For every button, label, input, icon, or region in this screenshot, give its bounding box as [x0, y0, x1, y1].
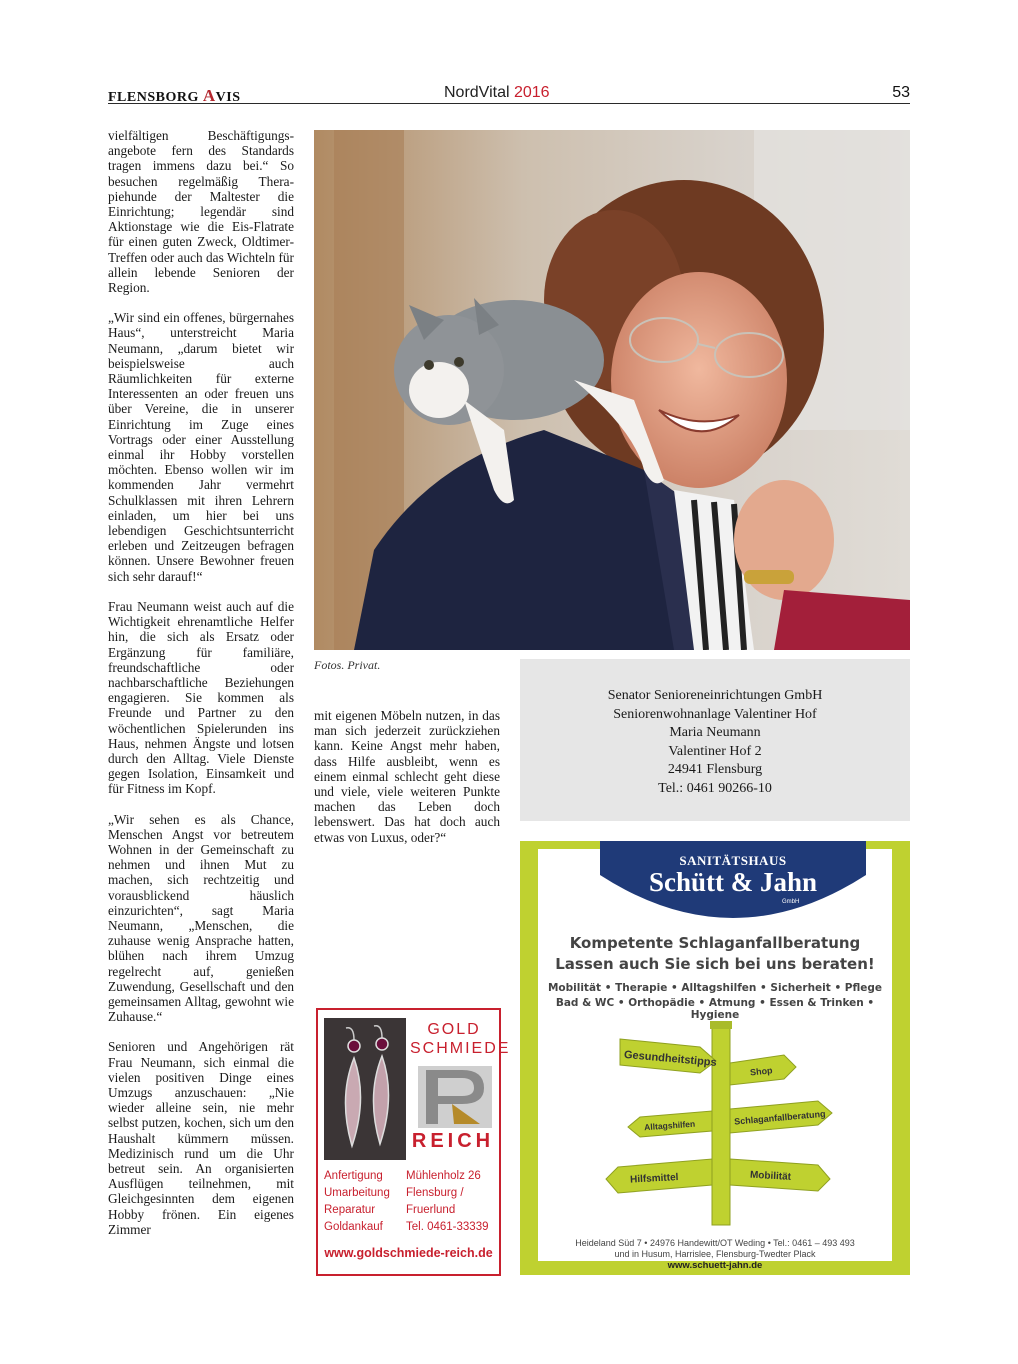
- goldschmiede-advertisement[interactable]: [316, 1008, 511, 1276]
- paragraph: Senioren und Angehörigen rät Frau Neumann, sich einmal die vielen positiven Dinge eines Umzugs anzuschauen: „Nie wieder alleine sein, nie mehr selbst putzen, kochen, sich um den Haushalt kümmern müssen. Medizinisch rund um die Uhr betreut sein. An organisierten Ausflügen teilnehmen, mit Gleichgesinnten dem eigenen Hobby frönen. Ein eigenes Zimmer: [108, 1039, 294, 1237]
- contact-facility: Seniorenwohnanlage Valentiner Hof: [613, 706, 817, 722]
- sanitaetshaus-advertisement[interactable]: [520, 841, 910, 1275]
- sign-alltagshilfen: Alltagshilfen: [643, 1118, 696, 1133]
- page-number: 53: [892, 84, 910, 101]
- photo-woman-with-cat: [314, 130, 910, 650]
- contact-company: Senator Senioreneinrichtungen GmbH: [607, 688, 823, 703]
- sign-schlaganfallberatung: Schlaganfallberatung: [733, 1108, 826, 1127]
- page-header: [108, 84, 910, 104]
- signpost-illustration: [600, 1017, 840, 1227]
- sign-mobilitaet: Mobilität: [749, 1169, 792, 1183]
- photo-caption: Fotos. Privat.: [314, 658, 381, 672]
- ad-address: Heideland Süd 7 • 24976 Handewitt/OT Weding • Tel.: 0461 – 493 493: [575, 1238, 855, 1248]
- paragraph: vielfältigen Beschäftigungsangebote fern des Standards tragen immens dazu bei.“ So besuchen regelmäßig Therapiehunde der Maltester die Einrichtung; legendär sind Aktionstage wie die Eis-Flatrate für einen guten Zweck, Oldtimer-Treffen oder auch das Wichteln für allein lebende Senioren der Region.: [108, 128, 294, 296]
- contact-box: [520, 659, 910, 821]
- article-column-1: [108, 128, 294, 1252]
- banner-small-text: SANITÄTSHAUS: [679, 853, 787, 868]
- sign-gesundheitstipps: Gesundheitstipps: [623, 1048, 718, 1069]
- ad-inner-panel: [538, 849, 892, 1271]
- contact-phone: Tel.: 0461 90266-10: [658, 780, 772, 796]
- sign-shop: Shop: [749, 1065, 773, 1078]
- article-photo: [314, 130, 910, 650]
- earrings-photo: [324, 1018, 406, 1160]
- r-logo-icon: [418, 1066, 492, 1128]
- goldschmiede-url[interactable]: www.goldschmiede-reich.de: [324, 1246, 493, 1260]
- paragraph: Frau Neumann weist auch auf die Wichtigkeit ehrenamtliche Helfer hin, die sich als Ersatz oder Ergänzung für familiäre, freundschaftliche oder nachbarschaftliche Beziehungen engagieren. Sie kommen als Freunde und Partner zu den wöchentlichen Spielerunden ins Haus, nehmen Ängste und lotsen durch den Alltag. Viele Dienste gegen Isolation, Einsamkeit und für Fitness im Kopf.: [108, 598, 294, 797]
- services-line-1: Mobilität • Therapie • Alltagshilfen • Sicherheit • Pflege: [547, 982, 883, 994]
- article-column-2: [314, 708, 500, 860]
- paragraph: „Wir sind ein offenes, bürgernahes Haus“, unterstreicht Maria Neumann, „darum bietet wir beispielsweise auch Räumlichkeiten für externe Interessenten an oder freuen uns über Vereine, die in unserer Einrichtung im Zuge eines Vortrags oder einer Ausstellung einmal ihr Hobby vorstellen möchten. Ebenso wollen wir im kommenden Jahr vermehrt Schulklassen mit ihren Lehrern einladen, um hier bei uns lebendigen Geschichtsunterricht erleben und Zeitzeugen befragen können. Unsere Bewohner freuen sich sehr darauf!“: [108, 310, 294, 584]
- goldschmiede-services: Anfertigung Umarbeitung Reparatur Goldankauf: [324, 1170, 390, 1233]
- goldschmiede-address: Mühlenholz 26 Flensburg / Fruerlund Tel. 0461-33339: [406, 1170, 489, 1233]
- ad-url[interactable]: www.schuett-jahn.de: [667, 1260, 763, 1271]
- goldschmiede-title: GOLD SCHMIEDE: [410, 1021, 511, 1057]
- sign-hilfsmittel: Hilfsmittel: [629, 1172, 679, 1186]
- ad-headline-1: Kompetente Schlaganfallberatung: [569, 934, 861, 952]
- brand-name: Schütt & Jahn: [648, 867, 818, 897]
- paragraph: „Wir sehen es als Chance, Menschen Angst vor betreutem Wohnen in der Gemeinschaft zu nehmen und ihnen Mut zu machen, sich rechtzeitig und vorausblickend häuslich einzurichten“, sagt Maria Neumann, „Menschen, die zuhause wenig Ansprache hatten, blühen nach ihrem Umzug regelrecht auf, genießen Zuwendung, Gesellschaft und den gemeinsamen Alltag, gewohnt wie Zuhause.“: [108, 811, 294, 1025]
- ad-branches: und in Husum, Harrislee, Flensburg-Twedter Plack: [614, 1249, 816, 1259]
- masthead-logo: FLENSBORG AVIS: [108, 86, 241, 105]
- goldschmiede-name: REICH: [411, 1130, 495, 1152]
- paragraph: mit eigenen Möbeln nutzen, in das man sich jederzeit zurückziehen kann. Keine Angst mehr haben, dass Hilfe ausbleibt, wenn es einem einmal schlecht geht diese und viele, viele weiteren Punkte machen das Leben doch lebenswert. Das hat doch auch etwas von Luxus, oder?“: [314, 708, 500, 845]
- contact-person: Maria Neumann: [669, 725, 761, 740]
- magazine-title: NordVital 2016: [444, 84, 550, 101]
- ad-headline-2: Lassen auch Sie sich bei uns beraten!: [555, 955, 875, 973]
- contact-city: 24941 Flensburg: [667, 762, 763, 777]
- services-line-2: Bad & WC • Orthopädie • Atmung • Essen & Trinken • Hygiene: [555, 997, 875, 1021]
- magazine-year: 2016: [513, 84, 550, 101]
- contact-street: Valentiner Hof 2: [668, 743, 762, 759]
- brand-legal-form: GmbH: [782, 899, 800, 905]
